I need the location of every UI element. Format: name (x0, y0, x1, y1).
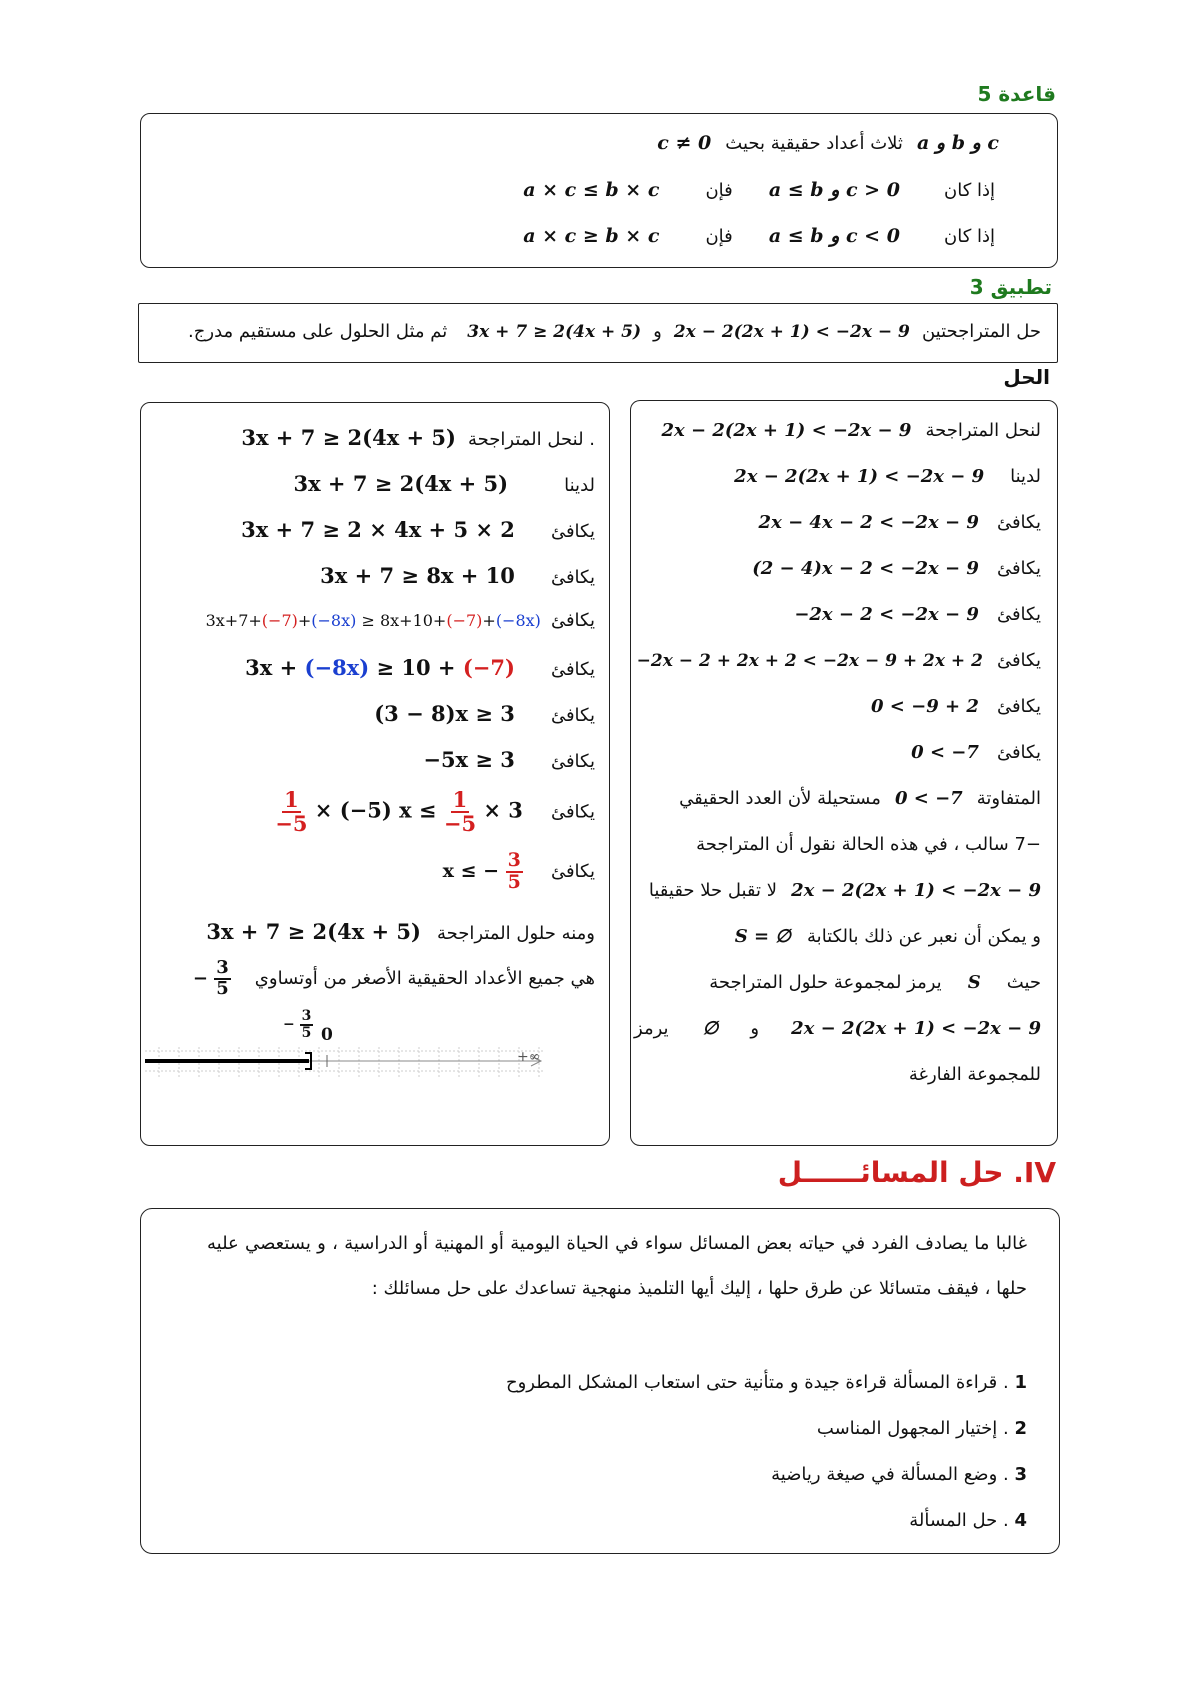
rule5-text: ثلاث أعداد حقيقية بحيث (725, 133, 903, 154)
step-text: إختيار المجهول المناسب (816, 1418, 998, 1439)
r-p1a: المتفاوتة (976, 788, 1041, 809)
r-line6 (637, 649, 1041, 671)
l-c2a: هي جميع الأعداد الحقيقية الأصغر من أوتساوي (254, 967, 595, 989)
axis-frac-label (283, 1009, 313, 1040)
r-p5a: حيث (1006, 972, 1041, 993)
rule5-box (140, 113, 1058, 268)
r-para4 (735, 925, 1041, 947)
rule5-cond3: a ≤ b و c < 0 (768, 225, 900, 247)
r-l3-math: 2x − 4x − 2 < −2x − 9 (758, 512, 979, 533)
rule5-title: قاعدة 5 (977, 82, 1056, 106)
r-line4 (752, 557, 1041, 579)
r-p6c: ∅ (702, 1018, 719, 1039)
rule5-result3: a × c ≥ b × c (523, 225, 660, 247)
l-line10 (443, 851, 595, 893)
l-l5-r1: (−7) (261, 611, 298, 630)
l-eq: يكافئ (550, 610, 595, 631)
r-l8-math: 0 < −7 (911, 742, 979, 763)
rule5-line3 (523, 225, 995, 247)
step-2 (817, 1417, 1027, 1439)
l-conclusion1 (206, 919, 595, 944)
l-l6-b: (−8x) (304, 655, 370, 680)
l-l7-math: (3 − 8)x ≥ 3 (374, 701, 515, 726)
r-p5b: يرمز لمجموعة حلول المتراجحة (709, 972, 942, 993)
r-p6b: و (750, 1018, 760, 1039)
r-eq: يكافئ (996, 696, 1041, 717)
l-l1-math: 3x + 7 ≥ 2(4x + 5) (241, 425, 456, 450)
axis-den: 5 (301, 1024, 312, 1041)
rule5-vars: a و b و c (916, 132, 999, 154)
r-p3b: لا تقبل حلا حقيقيا (648, 880, 778, 901)
r-l1-text: لنحل المتراجحة (925, 420, 1041, 441)
r-p3m: 2x − 2(2x + 1) < −2x − 9 (791, 880, 1041, 901)
r-p1m: 0 < −7 (894, 788, 963, 809)
l-line2 (293, 471, 595, 496)
l-l6-c: ≥ 10 + (369, 655, 463, 680)
l-l8-math: −5x ≥ 3 (423, 747, 515, 772)
r-p5m: S (967, 972, 981, 993)
r-p1b: مستحيلة لأن العدد الحقيقي (679, 788, 881, 809)
step-num: 3 (1014, 1464, 1027, 1485)
axis-frac (300, 1009, 314, 1040)
step-num: 2 (1014, 1418, 1027, 1439)
r-line2 (734, 465, 1041, 487)
l-l5-p2: + (482, 611, 496, 630)
r-line8 (911, 741, 1041, 763)
step-4 (909, 1509, 1027, 1531)
r-para6 (634, 1017, 1041, 1039)
l-conclusion2 (193, 959, 595, 999)
l-eq: يكافئ (550, 521, 595, 542)
l-l5-r2: (−7) (446, 611, 483, 630)
l-l9-math (275, 789, 523, 835)
section4-intro: غالبا ما يصادف الفرد في حياته بعض المسائل سواء في الحياة اليومية أو المهنية أو الدراسية ، و يستعصي عليه حلها ، فيقف متسائلا عن طرق حلها ، إليك أيها التلميذ منهجية تساعدك على حل مسائلك : (207, 1233, 1027, 1299)
rule5-then: فإن (705, 180, 733, 201)
l-l2-math: 3x + 7 ≥ 2(4x + 5) (293, 471, 509, 496)
r-p4m: S = ∅ (734, 926, 791, 947)
l-eq: يكافئ (550, 751, 595, 772)
l-l3-math: 3x + 7 ≥ 2 × 4x + 5 × 2 (241, 517, 515, 542)
l-c2-fr (214, 959, 231, 999)
solution-left-box (140, 402, 610, 1146)
l-line4 (320, 563, 595, 588)
l-line6 (245, 655, 595, 680)
solution-title: الحل (1003, 365, 1050, 389)
l-line7 (374, 701, 595, 726)
axis-num: 3 (301, 1008, 312, 1024)
rule5-if: إذا كان (943, 180, 995, 201)
l-eq: يكافئ (550, 705, 595, 726)
step-num: 1 (1014, 1372, 1027, 1393)
r-l7-math: 0 < −9 + 2 (871, 696, 979, 717)
rule5-result2: a × c ≤ b × c (523, 179, 660, 201)
l-l9-num2: 1 (452, 787, 468, 812)
r-p4a: و يمكن أن نعبر عن ذلك بالكتابة (807, 926, 1041, 947)
r-line5 (794, 603, 1041, 625)
l-l6-d: (−7) (462, 655, 515, 680)
l-line1 (241, 425, 595, 450)
axis-infinity: +∞ (517, 1049, 541, 1065)
r-l4-math: (2 − 4)x − 2 < −2x − 9 (752, 558, 979, 579)
l-line9 (275, 789, 595, 835)
l-l10-den: 5 (507, 870, 521, 893)
l-l4-math: 3x + 7 ≥ 8x + 10 (320, 563, 515, 588)
r-l1-math: 2x − 2(2x + 1) < −2x − 9 (661, 420, 912, 441)
l-c2-den: 5 (216, 977, 229, 999)
l-l10-math (443, 851, 523, 893)
l-l10-frac (506, 851, 523, 893)
section4-title: IV. حل المسائــــــل (777, 1156, 1056, 1189)
l-line5 (206, 609, 595, 631)
l-l9-frac2 (444, 789, 476, 835)
r-line1 (661, 419, 1041, 441)
r-p2: −7 سالب ، في هذه الحالة نقول أن المتراجحة (696, 834, 1041, 855)
l-c1m: 3x + 7 ≥ 2(4x + 5) (206, 919, 421, 944)
l-l9-num: 1 (284, 787, 299, 812)
rule5-cond2: a ≤ b و c > 0 (768, 179, 900, 201)
rule5-line2 (523, 179, 995, 201)
l-line3 (241, 517, 595, 542)
r-p6m: 2x − 2(2x + 1) < −2x − 9 (791, 1018, 1041, 1039)
step-dot: . (997, 1510, 1015, 1531)
r-p6d: يرمز (634, 1018, 669, 1039)
r-eq: يكافئ (996, 650, 1041, 671)
l-c2-sign: − (192, 967, 208, 989)
l-l5-p: + (297, 611, 312, 630)
step-text: قراءة المسألة قراءة جيدة و متأنية حتى استعاب المشكل المطروح (505, 1372, 998, 1393)
r-l5-math: −2x − 2 < −2x − 9 (794, 604, 979, 625)
l-eq: يكافئ (550, 659, 595, 680)
r-para1 (679, 787, 1041, 809)
l-l9-den2: −5 (443, 811, 477, 837)
axis-zero: 0 (321, 1025, 333, 1045)
r-line7 (871, 695, 1041, 717)
l-eq: يكافئ (550, 567, 595, 588)
app3-box (138, 303, 1058, 363)
app3-ineq2: 3x + 7 ≥ 2(4x + 5) (467, 322, 642, 342)
l-l5-b2: (−8x) (495, 611, 541, 630)
l-eq: يكافئ (550, 860, 595, 882)
app3-prompt-b: ثم مثل الحلول على مستقيم مدرج. (188, 321, 448, 342)
l-l6-math (245, 655, 515, 680)
l-l5-math (206, 611, 541, 630)
app3-ineq1: 2x − 2(2x + 1) < −2x − 9 (673, 322, 910, 342)
l-l6-a: 3x + (245, 655, 305, 680)
rule5-line1 (657, 132, 999, 154)
l-line8 (423, 747, 595, 772)
step-num: 4 (1014, 1510, 1027, 1531)
number-line (145, 1003, 545, 1083)
app3-prompt (188, 320, 1041, 342)
step-dot: . (997, 1372, 1015, 1393)
r-eq: يكافئ (996, 558, 1041, 579)
r-para3 (649, 879, 1041, 901)
rule5-cond: c ≠ 0 (657, 132, 712, 154)
l-l10-num: 3 (507, 849, 521, 871)
r-l2-math: 2x − 2(2x + 1) < −2x − 9 (734, 466, 985, 487)
l-l9-end: × 3 (483, 797, 523, 823)
l-eq: يكافئ (550, 801, 595, 823)
r-para5 (709, 971, 1041, 993)
l-l10-a: x ≤ − (442, 859, 500, 882)
r-eq: يكافئ (996, 512, 1041, 533)
solution-right-box (630, 400, 1058, 1146)
l-l9-frac1 (275, 789, 307, 835)
r-line3 (759, 511, 1041, 533)
step-text: وضع المسألة في صيغة رياضية (771, 1464, 998, 1485)
r-l6-math: −2x − 2 + 2x + 2 < −2x − 9 + 2x + 2 (636, 651, 983, 671)
step-3 (771, 1463, 1027, 1485)
l-l5-a: 3x+7+ (205, 611, 262, 630)
r-eq: يكافئ (996, 742, 1041, 763)
number-line-svg (145, 1003, 545, 1083)
r-l2-text: لدينا (1010, 466, 1041, 487)
l-l9-mid: × (−5) x ≤ (314, 797, 437, 823)
rule5-if3: إذا كان (943, 226, 995, 247)
section4-box (140, 1208, 1060, 1554)
l-c2-num: 3 (216, 957, 229, 978)
step-dot: . (997, 1464, 1015, 1485)
l-l1-text: . لنحل المتراجحة (468, 429, 595, 450)
l-c1a: ومنه حلول المتراجحة (437, 923, 595, 944)
app3-and: و (653, 321, 662, 342)
l-l9-den: −5 (275, 811, 308, 837)
app3-title: تطبيق 3 (969, 275, 1052, 299)
r-para2 (696, 833, 1041, 855)
l-c2-frac (193, 959, 231, 999)
step-text: حل المسألة (909, 1510, 998, 1531)
app3-prompt-a: حل المتراجحتين (921, 321, 1041, 342)
r-p7: للمجموعة الفارغة (908, 1064, 1041, 1085)
r-para7 (909, 1063, 1041, 1085)
rule5-then3: فإن (705, 226, 733, 247)
step-dot: . (997, 1418, 1015, 1439)
l-l5-mid: ≥ 8x+10+ (356, 611, 447, 630)
r-eq: يكافئ (996, 604, 1041, 625)
l-l5-b1: (−8x) (311, 611, 357, 630)
l-l2-text: لدينا (564, 475, 595, 496)
axis-sign: − (283, 1016, 295, 1033)
step-1 (506, 1371, 1027, 1393)
